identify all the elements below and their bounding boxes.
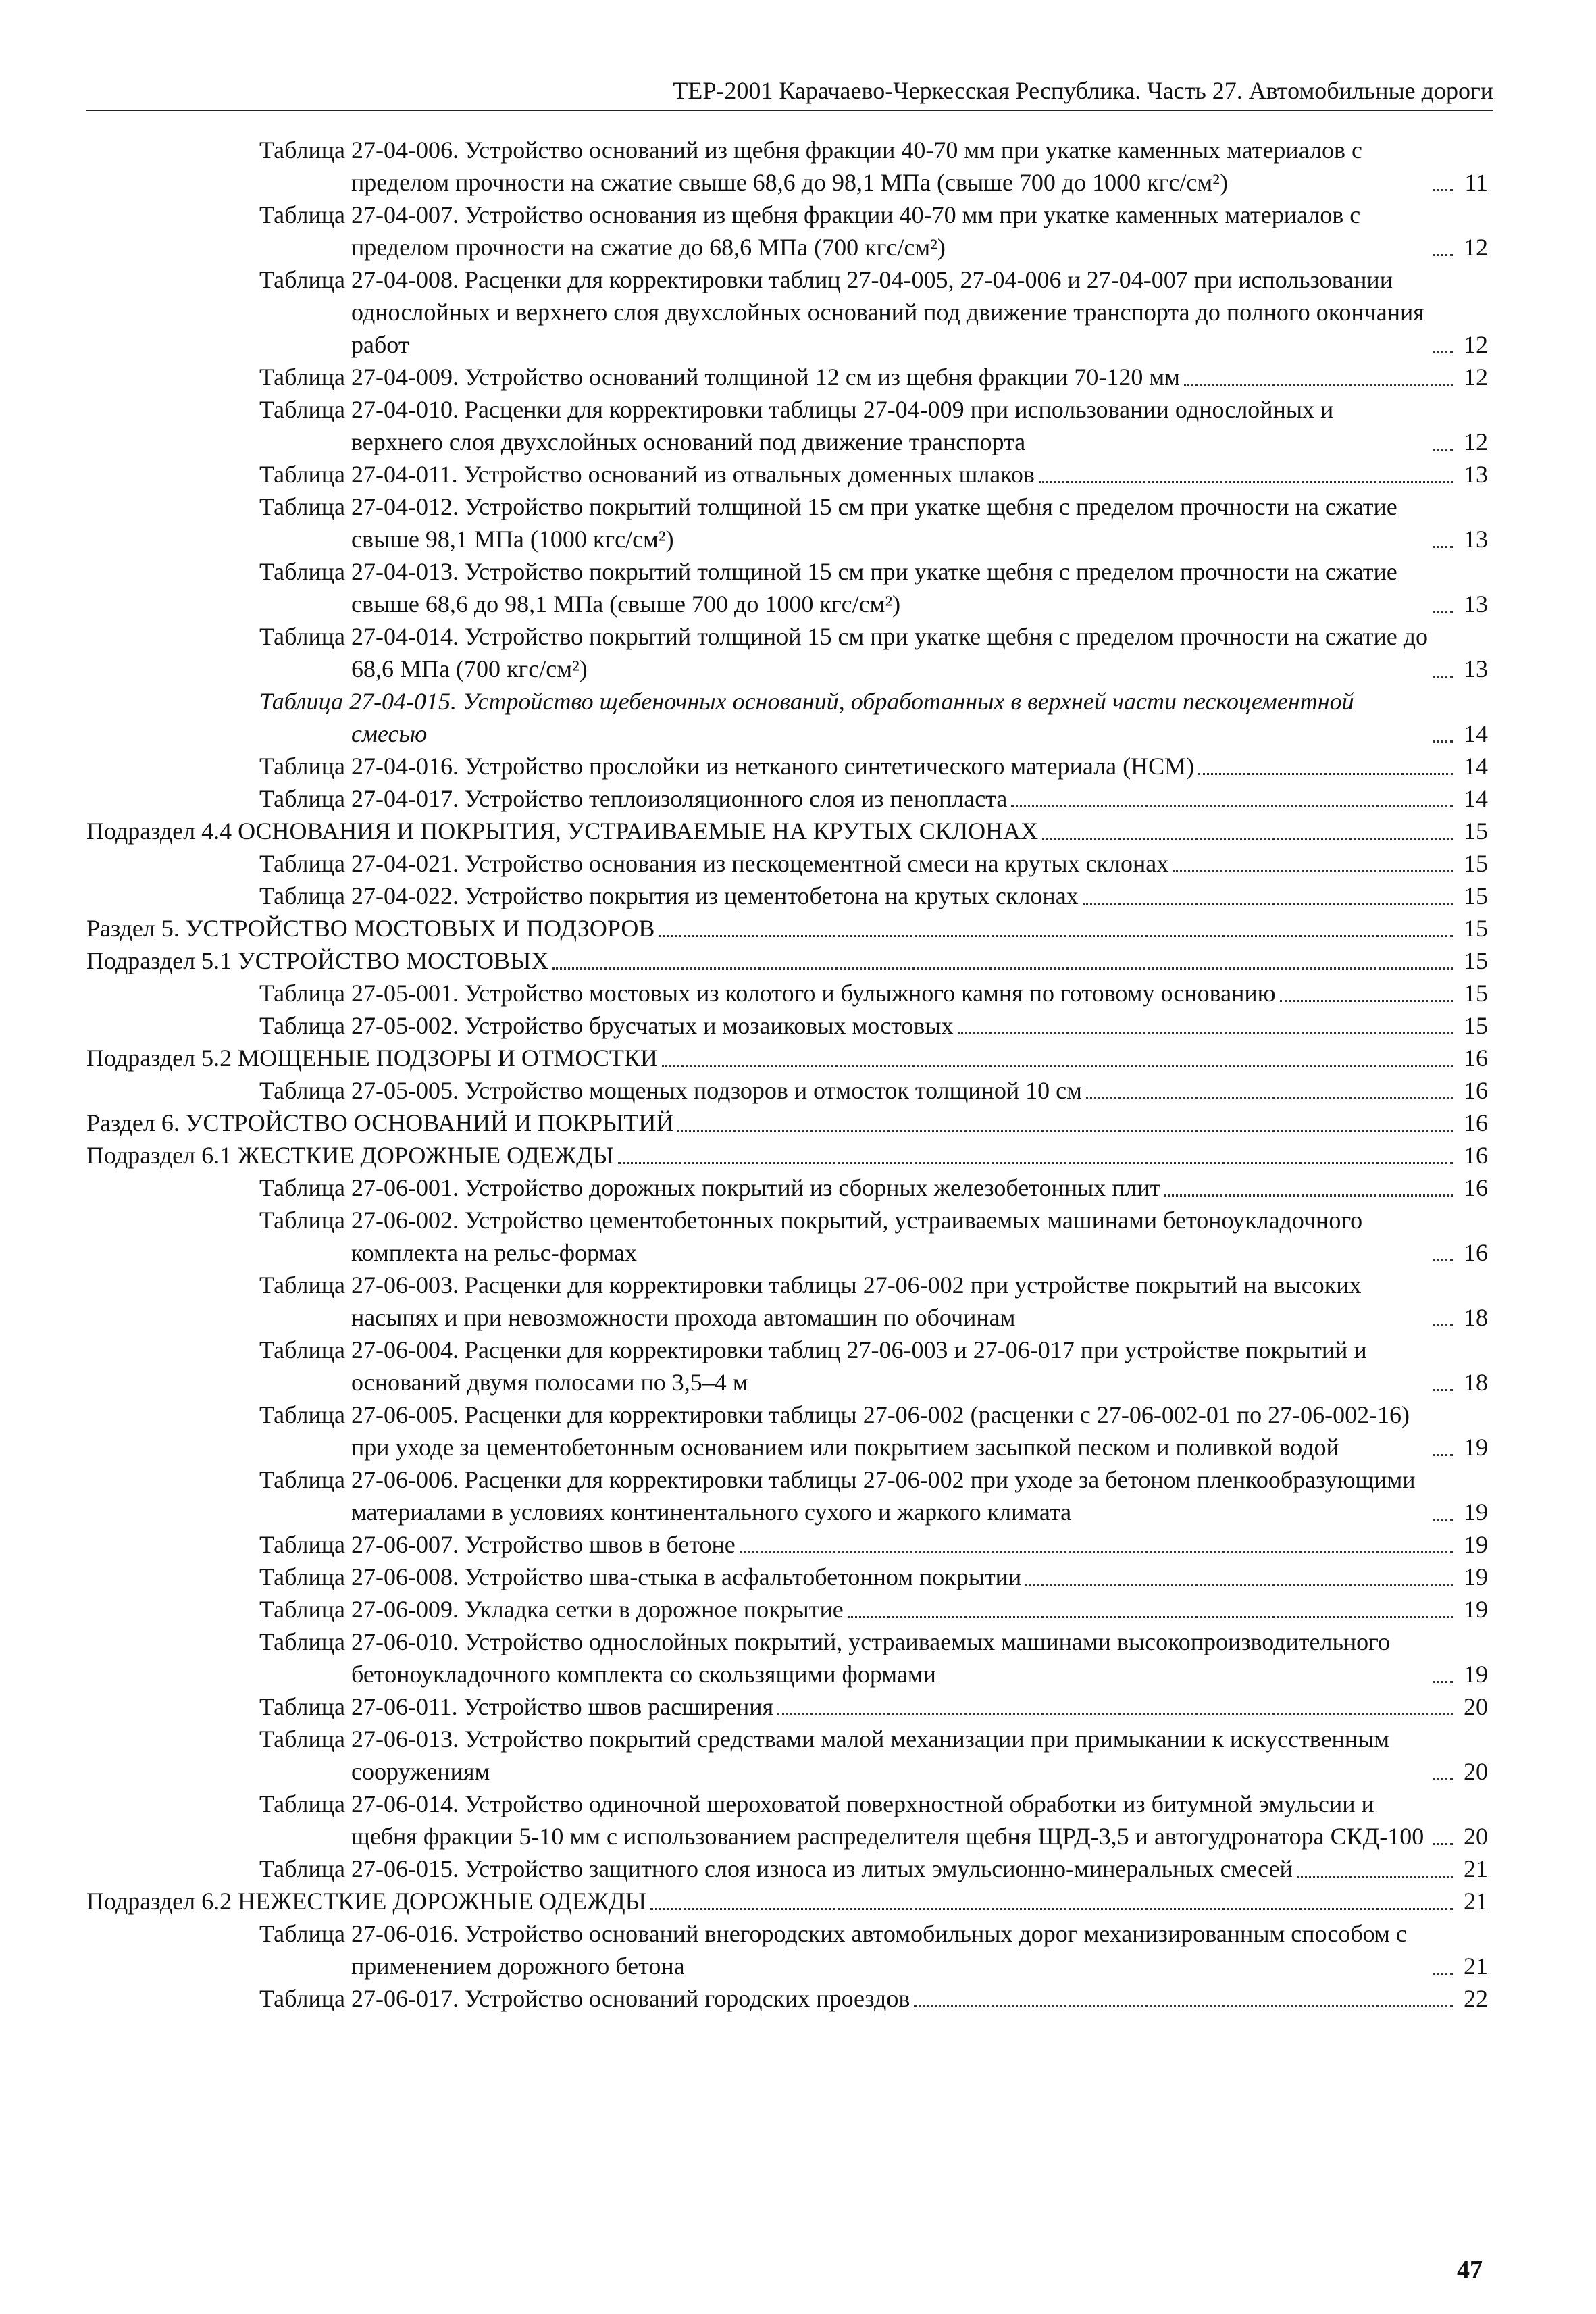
toc-table-entry[interactable]	[86, 393, 1488, 458]
toc-entry-title: Таблица 27-06-004. Расценки для корректировки таблиц 27-06-003 и 27-06-017 при устройстве покрытий и оснований двумя полосами по 3,5–4 м	[259, 1336, 1367, 1396]
header-rule	[86, 110, 1493, 111]
toc-section-entry[interactable]	[86, 945, 1488, 977]
toc-entry-title: Таблица 27-06-011. Устройство швов расширения	[259, 1693, 774, 1720]
toc-leader-dots	[1433, 1973, 1453, 1975]
toc-leader-dots	[1433, 449, 1453, 451]
toc-entry-title: Таблица 27-06-003. Расценки для корректировки таблицы 27-06-002 при устройстве покрытий на высоких насыпях и при невозможности прохода автомашин по обочинам	[259, 1272, 1362, 1331]
toc-entry-page: 16	[1464, 1239, 1488, 1266]
toc-table-entry[interactable]	[86, 847, 1488, 880]
toc-entry-page: 22	[1464, 1985, 1488, 2012]
toc-entry-page: 15	[1464, 818, 1488, 845]
toc-entry-page: 15	[1464, 947, 1488, 974]
toc-entry-page: 15	[1464, 850, 1488, 877]
toc-entry-page: 15	[1464, 915, 1488, 942]
toc-table-entry[interactable]	[86, 1982, 1488, 2015]
toc-leader-dots	[1433, 1681, 1453, 1683]
toc-leader-dots	[1198, 773, 1453, 775]
toc-table-entry[interactable]	[86, 1723, 1488, 1788]
toc-entry-title: Раздел 6. УСТРОЙСТВО ОСНОВАНИЙ И ПОКРЫТИЙ	[86, 1109, 674, 1136]
toc-leader-dots	[1433, 740, 1453, 743]
toc-entry-title: Таблица 27-06-008. Устройство шва-стыка в асфальтобетонном покрытии	[259, 1563, 1022, 1590]
toc-entry-title: Таблица 27-06-002. Устройство цементобетонных покрытий, устраиваемых машинами бетоноукладочного комплекта на рельс-формах	[259, 1207, 1363, 1266]
toc-leader-dots	[1433, 1454, 1453, 1456]
toc-entry-title: Таблица 27-04-022. Устройство покрытия из цементобетона на крутых склонах	[259, 882, 1079, 909]
toc-entry-page: 21	[1464, 1855, 1488, 1882]
toc-entry-title: Таблица 27-04-006. Устройство оснований из щебня фракции 40-70 мм при укатке каменных материалов с пределом прочности на сжатие свыше 68,6 до 98,1 МПа (свыше 700 до 1000 кгс/см²)	[259, 136, 1362, 196]
toc-leader-dots	[1433, 1259, 1453, 1261]
toc-entry-page: 20	[1464, 1823, 1488, 1850]
toc-leader-dots	[662, 1065, 1453, 1067]
toc-table-entry[interactable]	[86, 263, 1488, 361]
toc-entry-title: Раздел 5. УСТРОЙСТВО МОСТОВЫХ И ПОДЗОРОВ	[86, 915, 655, 942]
toc-entry-title: Таблица 27-06-006. Расценки для корректировки таблицы 27-06-002 при уходе за бетоном пленкообразующими материалами в условиях континентального сухого и жаркого климата	[259, 1466, 1416, 1526]
toc-table-entry[interactable]	[86, 1561, 1488, 1593]
toc-leader-dots	[1433, 351, 1453, 353]
toc-table-entry[interactable]	[86, 750, 1488, 782]
toc-entry-title: Таблица 27-04-011. Устройство оснований из отвальных доменных шлаков	[259, 461, 1035, 488]
toc-leader-dots	[1280, 1000, 1453, 1002]
toc-entry-title: Таблица 27-04-009. Устройство оснований толщиной 12 см из щебня фракции 70-120 мм	[259, 363, 1180, 391]
toc-entry-title: Таблица 27-04-007. Устройство основания из щебня фракции 40-70 мм при укатке каменных материалов с пределом прочности на сжатие до 68,6 МПа (700 кгс/см²)	[259, 201, 1361, 261]
toc-entry-title: Таблица 27-04-015. Устройство щебеночных оснований, обработанных в верхней части пескоцементной смесью	[259, 688, 1354, 747]
toc-leader-dots	[1433, 254, 1453, 256]
toc-section-entry[interactable]	[86, 1042, 1488, 1074]
table-of-contents	[86, 134, 1488, 2015]
toc-entry-page: 12	[1464, 331, 1488, 358]
toc-table-entry[interactable]	[86, 1204, 1488, 1269]
toc-entry-page: 12	[1464, 428, 1488, 455]
toc-entry-page: 14	[1464, 785, 1488, 812]
toc-leader-dots	[1433, 189, 1453, 191]
toc-entry-page: 14	[1464, 753, 1488, 780]
toc-table-entry[interactable]	[86, 361, 1488, 393]
toc-entry-page: 13	[1464, 461, 1488, 488]
toc-entry-page: 12	[1464, 363, 1488, 391]
toc-leader-dots	[1042, 838, 1453, 840]
toc-table-entry[interactable]	[86, 1917, 1488, 1982]
toc-leader-dots	[1433, 1843, 1453, 1845]
toc-leader-dots	[1297, 1876, 1453, 1878]
toc-entry-page: 21	[1464, 1888, 1488, 1915]
toc-leader-dots	[1433, 1389, 1453, 1391]
toc-table-entry[interactable]	[86, 1528, 1488, 1561]
toc-table-entry[interactable]	[86, 491, 1488, 555]
toc-section-entry[interactable]	[86, 1107, 1488, 1139]
toc-table-entry[interactable]	[86, 1626, 1488, 1690]
toc-entry-title: Подраздел 6.1 ЖЕСТКИЕ ДОРОЖНЫЕ ОДЕЖДЫ	[86, 1142, 615, 1169]
toc-entry-page: 13	[1464, 526, 1488, 553]
toc-leader-dots	[1184, 384, 1453, 386]
toc-table-entry[interactable]	[86, 458, 1488, 491]
toc-leader-dots	[1433, 611, 1453, 613]
toc-leader-dots	[659, 935, 1453, 937]
toc-entry-page: 19	[1464, 1661, 1488, 1688]
toc-entry-page: 16	[1464, 1045, 1488, 1072]
toc-entry-title: Таблица 27-06-017. Устройство оснований городских проездов	[259, 1985, 910, 2012]
toc-entry-title: Таблица 27-06-013. Устройство покрытий средствами малой механизации при примыкании к искусственным сооружениям	[259, 1726, 1390, 1785]
toc-leader-dots	[677, 1130, 1453, 1132]
toc-leader-dots	[650, 1908, 1453, 1910]
toc-leader-dots	[1433, 546, 1453, 548]
toc-entry-title: Таблица 27-06-005. Расценки для корректировки таблицы 27-06-002 (расценки с 27-06-002-01 по 27-06-002-16) при уходе за цементобетонным основанием или покрытием засыпкой песком и поливкой водой	[259, 1401, 1410, 1461]
toc-entry-title: Таблица 27-04-008. Расценки для корректировки таблиц 27-04-005, 27-04-006 и 27-04-007 при использовании однослойных и верхнего слоя двухслойных оснований под движение транспорта до полного окончания работ	[259, 266, 1424, 358]
toc-section-entry[interactable]	[86, 1139, 1488, 1172]
toc-leader-dots	[1011, 805, 1453, 807]
toc-entry-title: Таблица 27-05-001. Устройство мостовых из колотого и булыжного камня по готовому основанию	[259, 980, 1276, 1007]
toc-table-entry[interactable]	[86, 977, 1488, 1009]
toc-entry-title: Таблица 27-06-001. Устройство дорожных покрытий из сборных железобетонных плит	[259, 1174, 1161, 1201]
toc-entry-page: 18	[1464, 1304, 1488, 1331]
toc-leader-dots	[740, 1551, 1453, 1553]
toc-entry-page: 19	[1464, 1434, 1488, 1461]
toc-entry-page: 20	[1464, 1693, 1488, 1720]
toc-table-entry[interactable]	[86, 1269, 1488, 1334]
toc-entry-title: Подраздел 5.2 МОЩЕНЫЕ ПОДЗОРЫ И ОТМОСТКИ	[86, 1045, 658, 1072]
toc-entry-title: Таблица 27-04-013. Устройство покрытий толщиной 15 см при укатке щебня с пределом прочности на сжатие свыше 68,6 до 98,1 МПа (свыше 700 до 1000 кгс/см²)	[259, 558, 1397, 618]
toc-table-entry[interactable]	[86, 199, 1488, 263]
toc-entry-title: Таблица 27-06-016. Устройство оснований внегородских автомобильных дорог механизированным способом с применением дорожного бетона	[259, 1920, 1407, 1980]
toc-entry-title: Таблица 27-04-010. Расценки для корректировки таблицы 27-04-009 при использовании однослойных и верхнего слоя двухслойных оснований под движение транспорта	[259, 396, 1334, 455]
toc-entry-page: 12	[1464, 234, 1488, 261]
toc-entry-page: 16	[1464, 1077, 1488, 1104]
toc-leader-dots	[1173, 870, 1453, 872]
toc-entry-title: Таблица 27-06-014. Устройство одиночной шероховатой поверхностной обработки из битумной эмульсии и щебня фракции 5-10 мм с использованием распределителя щебня ЩРД-3,5 и автогудронатора СКД-100	[259, 1790, 1424, 1850]
toc-leader-dots	[1039, 481, 1453, 483]
toc-entry-title: Таблица 27-05-005. Устройство мощеных подзоров и отмосток толщиной 10 см	[259, 1077, 1082, 1104]
toc-leader-dots	[618, 1162, 1453, 1164]
toc-table-entry[interactable]	[86, 555, 1488, 620]
toc-entry-title: Таблица 27-04-014. Устройство покрытий толщиной 15 см при укатке щебня с пределом прочности на сжатие до 68,6 МПа (700 кгс/см²)	[259, 623, 1428, 682]
toc-entry-page: 21	[1464, 1953, 1488, 1980]
toc-table-entry[interactable]	[86, 1334, 1488, 1399]
toc-table-entry[interactable]	[86, 782, 1488, 815]
toc-table-entry[interactable]	[86, 1172, 1488, 1204]
toc-leader-dots	[1025, 1584, 1453, 1586]
toc-entry-page: 15	[1464, 882, 1488, 909]
toc-entry-title: Таблица 27-06-010. Устройство однослойных покрытий, устраиваемых машинами высокопроизводительного бетоноукладочного комплекта со скользящими формами	[259, 1628, 1391, 1688]
toc-leader-dots	[958, 1032, 1453, 1034]
toc-entry-page: 19	[1464, 1499, 1488, 1526]
toc-entry-title: Таблица 27-04-012. Устройство покрытий толщиной 15 см при укатке щебня с пределом прочности на сжатие свыше 98,1 МПа (1000 кгс/см²)	[259, 493, 1397, 553]
toc-table-entry[interactable]	[86, 1463, 1488, 1528]
toc-entry-title: Подраздел 5.1 УСТРОЙСТВО МОСТОВЫХ	[86, 947, 549, 974]
toc-leader-dots	[1433, 676, 1453, 678]
toc-entry-page: 19	[1464, 1531, 1488, 1558]
toc-leader-dots	[1164, 1194, 1453, 1197]
toc-entry-title: Таблица 27-04-017. Устройство теплоизоляционного слоя из пенопласта	[259, 785, 1008, 812]
page-number: 47	[1457, 2256, 1483, 2284]
toc-table-entry[interactable]	[86, 1853, 1488, 1885]
toc-table-entry[interactable]	[86, 1788, 1488, 1853]
toc-entry-page: 13	[1464, 590, 1488, 618]
toc-section-entry[interactable]	[86, 912, 1488, 945]
toc-entry-title: Подраздел 6.2 НЕЖЕСТКИЕ ДОРОЖНЫЕ ОДЕЖДЫ	[86, 1888, 647, 1915]
toc-entry-page: 19	[1464, 1563, 1488, 1590]
toc-entry-page: 15	[1464, 1012, 1488, 1039]
toc-leader-dots	[1086, 1097, 1453, 1099]
toc-entry-page: 16	[1464, 1109, 1488, 1136]
toc-section-entry[interactable]	[86, 1885, 1488, 1917]
toc-entry-title: Таблица 27-05-002. Устройство брусчатых и мозаиковых мостовых	[259, 1012, 954, 1039]
toc-leader-dots	[1083, 903, 1453, 905]
toc-entry-page: 15	[1464, 980, 1488, 1007]
toc-entry-title: Таблица 27-06-007. Устройство швов в бетоне	[259, 1531, 736, 1558]
toc-entry-title: Таблица 27-04-021. Устройство основания из пескоцементной смеси на крутых склонах	[259, 850, 1169, 877]
toc-table-entry[interactable]	[86, 134, 1488, 199]
toc-table-entry[interactable]	[86, 1009, 1488, 1042]
toc-entry-page: 18	[1464, 1369, 1488, 1396]
toc-table-entry[interactable]	[86, 620, 1488, 685]
toc-table-entry[interactable]	[86, 1074, 1488, 1107]
toc-entry-title: Подраздел 4.4 ОСНОВАНИЯ И ПОКРЫТИЯ, УСТРАИВАЕМЫЕ НА КРУТЫХ СКЛОНАХ	[86, 818, 1039, 845]
toc-entry-page: 16	[1464, 1174, 1488, 1201]
toc-entry-page: 14	[1464, 720, 1488, 747]
toc-table-entry[interactable]	[86, 1690, 1488, 1723]
toc-entry-page: 20	[1464, 1758, 1488, 1785]
toc-leader-dots	[552, 967, 1453, 970]
toc-entry-page: 13	[1464, 655, 1488, 682]
toc-table-entry[interactable]	[86, 1593, 1488, 1626]
toc-leader-dots	[777, 1713, 1453, 1715]
toc-leader-dots	[1433, 1778, 1453, 1780]
toc-leader-dots	[1433, 1519, 1453, 1521]
toc-entry-page: 19	[1464, 1596, 1488, 1623]
toc-entry-page: 16	[1464, 1142, 1488, 1169]
toc-entry-title: Таблица 27-06-009. Укладка сетки в дорожное покрытие	[259, 1596, 844, 1623]
running-header: ТЕР-2001 Карачаево-Черкесская Республика. Часть 27. Автомобильные дороги	[673, 77, 1493, 104]
toc-leader-dots	[848, 1616, 1453, 1618]
toc-entry-page: 11	[1464, 169, 1488, 196]
toc-entry-title: Таблица 27-06-015. Устройство защитного слоя износа из литых эмульсионно-минеральных смесей	[259, 1855, 1293, 1882]
toc-table-entry[interactable]	[86, 685, 1488, 750]
toc-entry-title: Таблица 27-04-016. Устройство прослойки из нетканого синтетического материала (НСМ)	[259, 753, 1195, 780]
toc-section-entry[interactable]	[86, 815, 1488, 847]
toc-leader-dots	[914, 2005, 1453, 2007]
toc-leader-dots	[1433, 1324, 1453, 1326]
toc-table-entry[interactable]	[86, 880, 1488, 912]
toc-table-entry[interactable]	[86, 1399, 1488, 1463]
